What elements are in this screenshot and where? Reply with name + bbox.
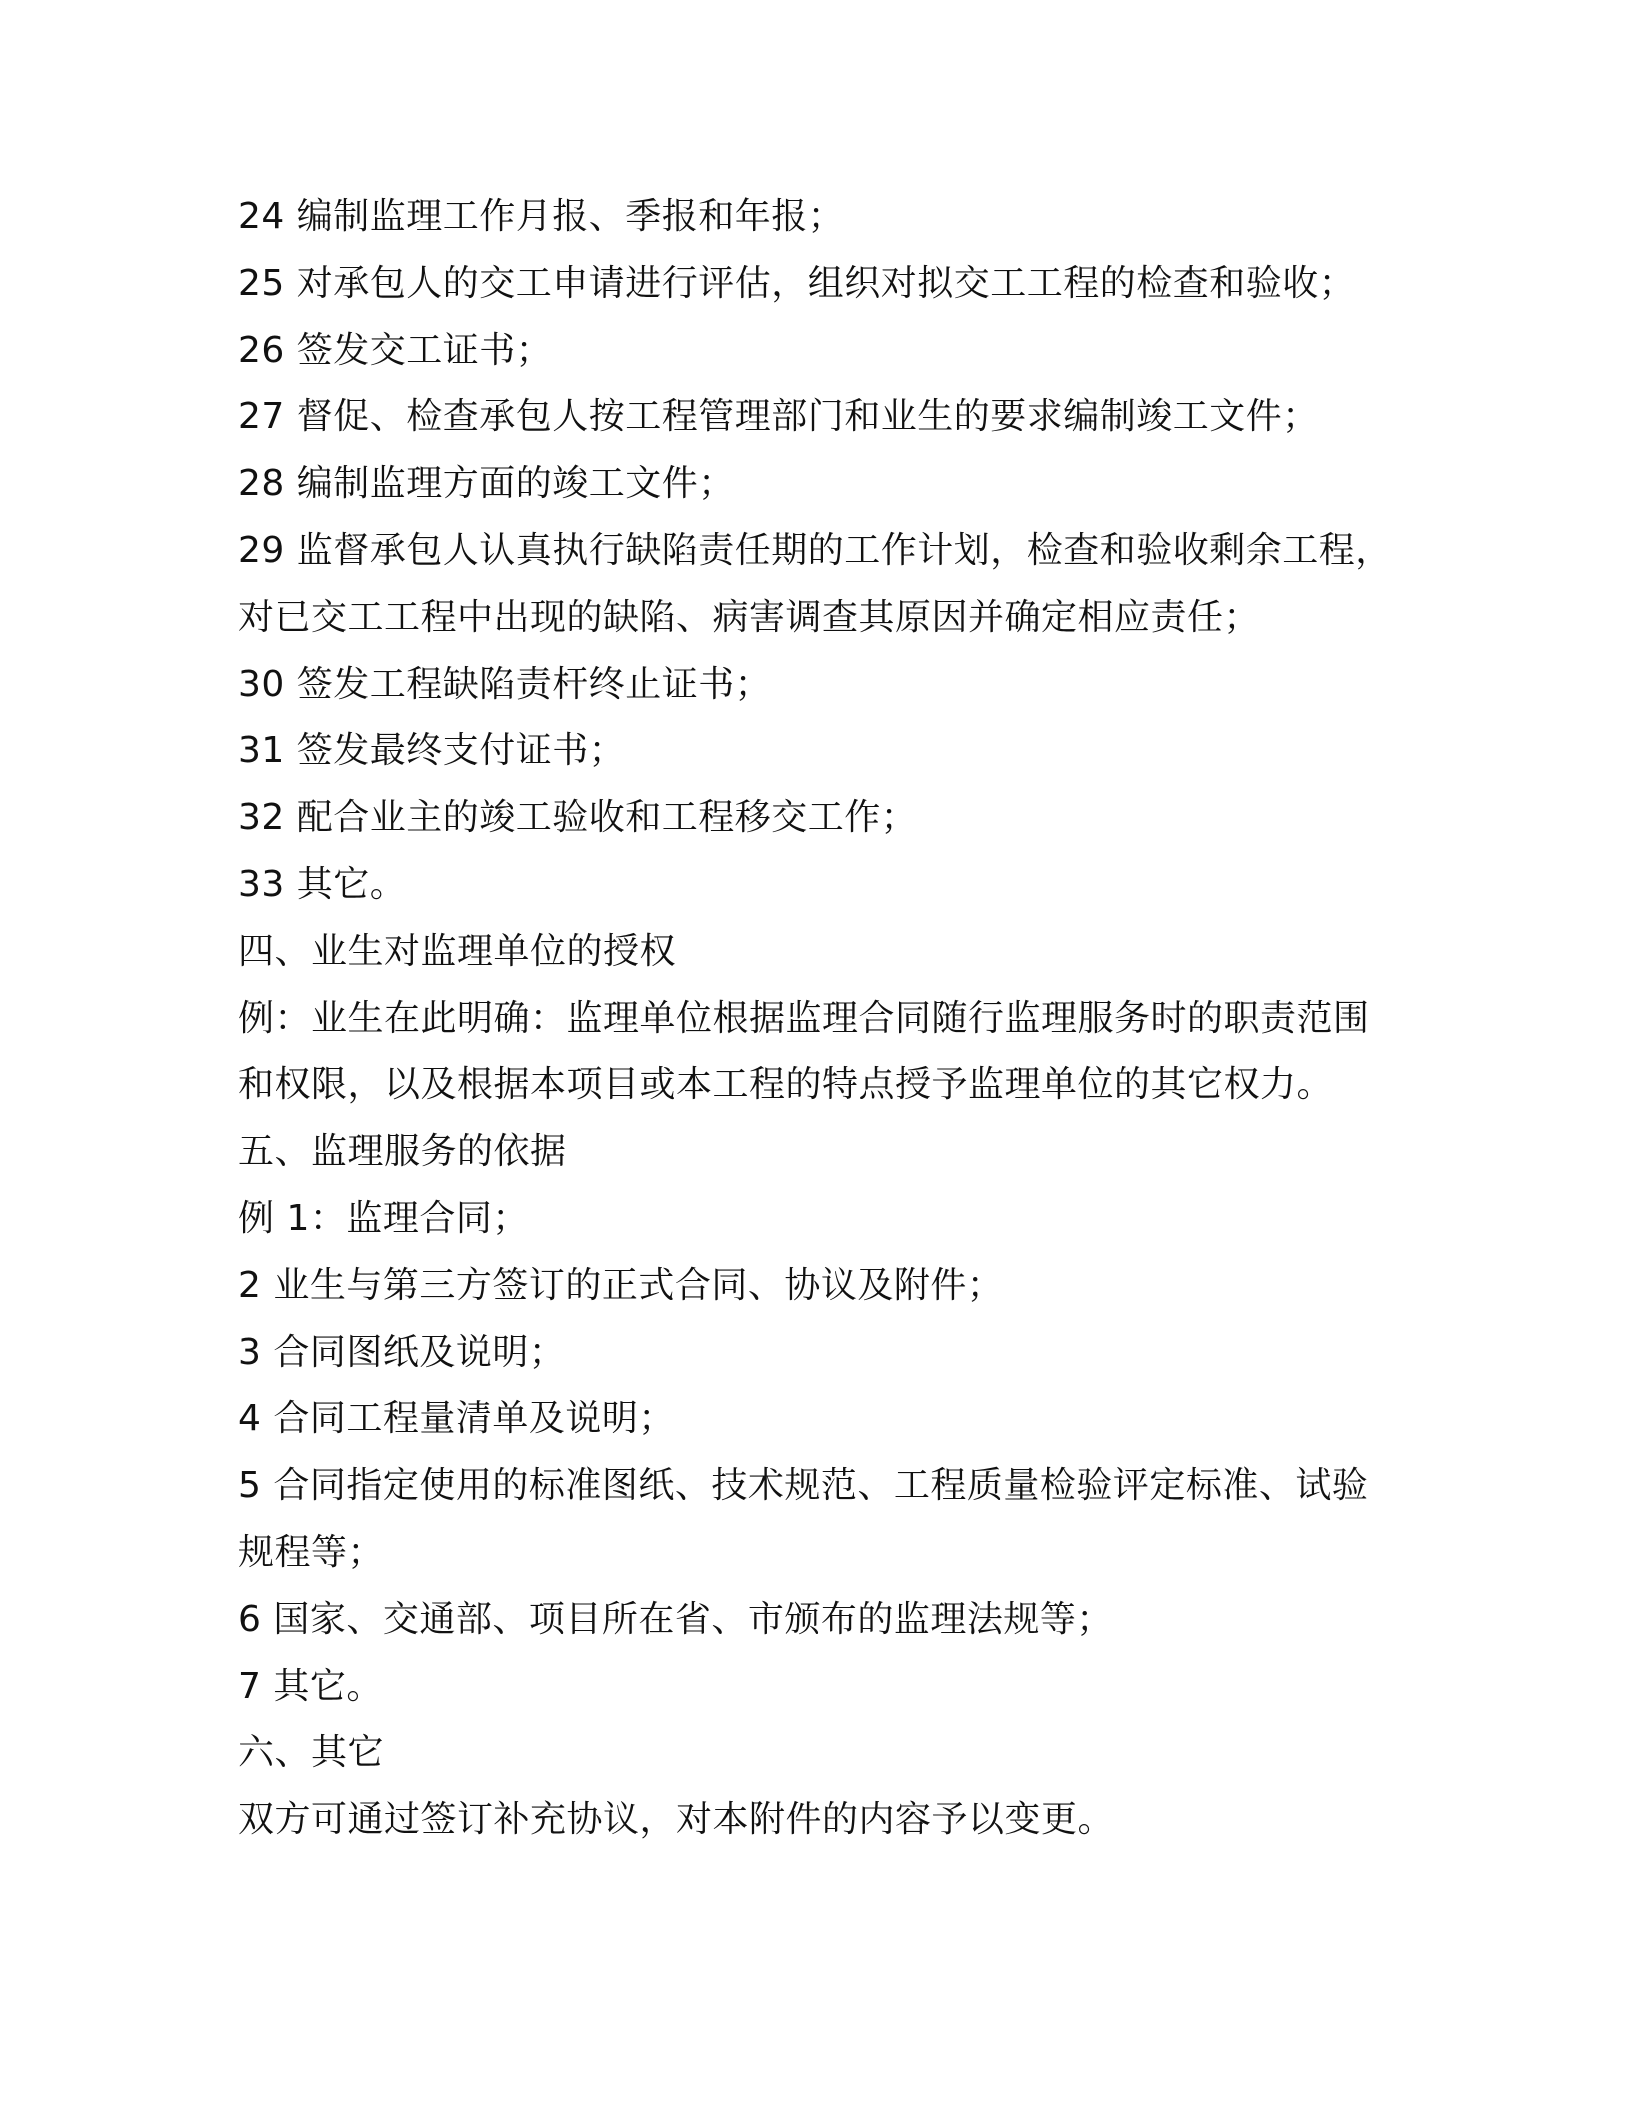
text-line: 31 签发最终支付证书； xyxy=(238,730,626,772)
text-line: 5 合同指定使用的标准图纸、技术规范、工程质量检验评定标准、试验 xyxy=(238,1465,1369,1507)
text-line: 24 编制监理工作月报、季报和年报； xyxy=(238,196,845,237)
document-body xyxy=(238,184,1398,1854)
text-line: 7 其它。 xyxy=(238,1665,383,1707)
text-line: 32 配合业主的竣工验收和工程移交工作； xyxy=(238,797,918,839)
text-line: 对已交工工程中出现的缺陷、病害调查其原因并确定相应责任； xyxy=(238,596,1261,638)
text-line: 和权限，以及根据本项目或本工程的特点授予监理单位的其它权力。 xyxy=(238,1064,1334,1106)
text-line: 29 监督承包人认真执行缺陷责任期的工作计划，检查和验收剩余工程， xyxy=(238,529,1392,571)
text-line: 4 合同工程量清单及说明； xyxy=(238,1398,675,1440)
text-line: 2 业生与第三方签订的正式合同、协议及附件； xyxy=(238,1264,1004,1306)
text-line: 26 签发交工证书； xyxy=(238,329,553,371)
text-line: 例 1：监理合同； xyxy=(238,1197,529,1239)
text-line: 6 国家、交通部、项目所在省、市颁布的监理法规等； xyxy=(238,1598,1113,1640)
text-line: 25 对承包人的交工申请进行评估，组织对拟交工工程的检查和验收； xyxy=(238,262,1356,304)
text-line: 双方可通过签订补充协议，对本附件的内容予以变更。 xyxy=(238,1799,1115,1841)
text-line: 规程等； xyxy=(238,1531,385,1573)
text-line: 30 签发工程缺陷责杆终止证书； xyxy=(238,663,772,705)
text-line: 例：业生在此明确：监理单位根据监理合同随行监理服务时的职责范围 xyxy=(238,997,1370,1039)
section-heading: 五、监理服务的依据 xyxy=(238,1131,567,1173)
text-line: 33 其它。 xyxy=(238,863,407,905)
text-line: 3 合同图纸及说明； xyxy=(238,1331,566,1373)
section-heading: 六、其它 xyxy=(238,1732,385,1774)
text-line: 27 督促、检查承包人按工程管理部门和业生的要求编制竣工文件； xyxy=(238,396,1319,438)
section-heading: 四、业生对监理单位的授权 xyxy=(238,930,677,972)
text-line: 28 编制监理方面的竣工文件； xyxy=(238,463,735,505)
